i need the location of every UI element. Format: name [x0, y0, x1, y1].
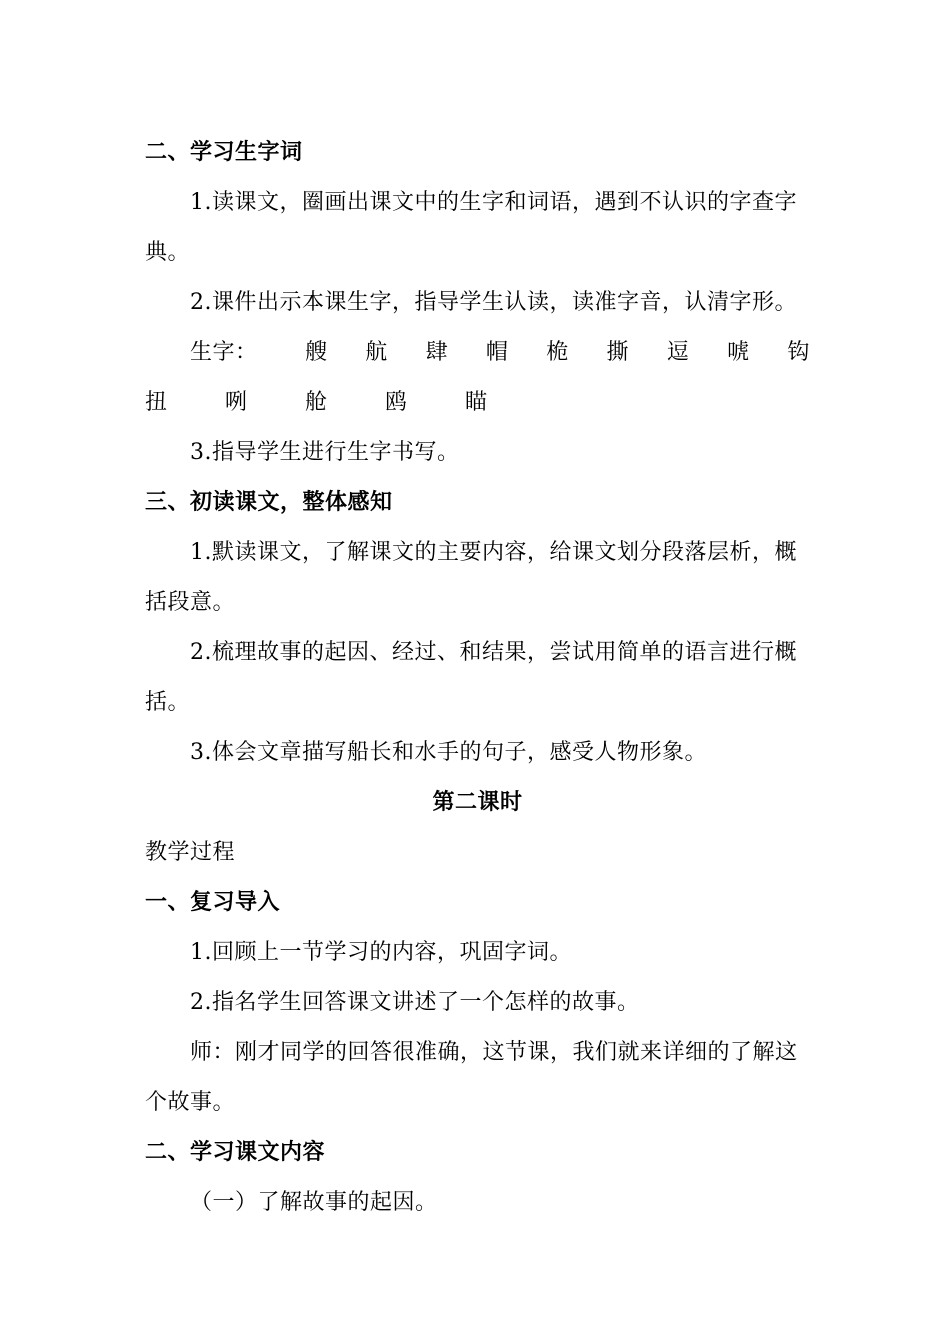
paragraph: 师：刚才同学的回答很准确，这节课，我们就来详细的了解这 [190, 1040, 798, 1065]
process-label: 教学过程 [145, 840, 236, 865]
paragraph-continuation: 括段意。 [145, 590, 236, 615]
paragraph: 3.体会文章描写船长和水手的句子，感受人物形象。 [190, 740, 707, 765]
character: 鸥 [385, 390, 408, 415]
paragraph: 1.回顾上一节学习的内容，巩固字词。 [190, 940, 572, 965]
character: 撕 [606, 340, 629, 365]
new-characters-list [305, 328, 810, 378]
subsection-heading: （一）了解故事的起因。 [190, 1190, 438, 1215]
character: 桅 [546, 340, 569, 365]
paragraph: 1.默读课文，了解课文的主要内容，给课文划分段落层析，概 [190, 540, 797, 565]
new-characters-row [145, 378, 810, 428]
new-characters-row [145, 328, 810, 378]
paragraph-continuation: 典。 [145, 240, 191, 265]
section-heading: 三、初读课文，整体感知 [145, 490, 393, 515]
paragraph: 2.指名学生回答课文讲述了一个怎样的故事。 [190, 990, 640, 1015]
character: 艘 [305, 340, 328, 365]
character: 钩 [787, 340, 810, 365]
paragraph: 2.课件出示本课生字，指导学生认读，读准字音，认清字形。 [190, 290, 797, 315]
character: 帽 [485, 340, 509, 365]
character: 逗 [666, 340, 690, 365]
paragraph-continuation: 个故事。 [145, 1090, 236, 1115]
paragraph-continuation: 括。 [145, 690, 191, 715]
section-heading: 二、学习课文内容 [145, 1140, 326, 1165]
section-heading: 二、学习生字词 [145, 140, 303, 165]
paragraph: 1.读课文，圈画出课文中的生字和词语，遇到不认识的字查字 [190, 190, 797, 215]
character: 扭 [145, 390, 168, 415]
character: 咧 [225, 390, 248, 415]
section-heading: 一、复习导入 [145, 890, 281, 915]
character: 肆 [425, 340, 449, 365]
new-characters-label: 生字： [190, 340, 258, 365]
character: 航 [365, 340, 388, 365]
lesson-title: 第二课时 [432, 790, 523, 815]
paragraph: 2.梳理故事的起因、经过、和结果，尝试用简单的语言进行概 [190, 640, 797, 665]
character: 瞄 [465, 390, 488, 415]
paragraph: 3.指导学生进行生字书写。 [190, 440, 460, 465]
character: 舱 [305, 390, 328, 415]
character: 唬 [727, 340, 750, 365]
document-body [145, 128, 810, 1228]
